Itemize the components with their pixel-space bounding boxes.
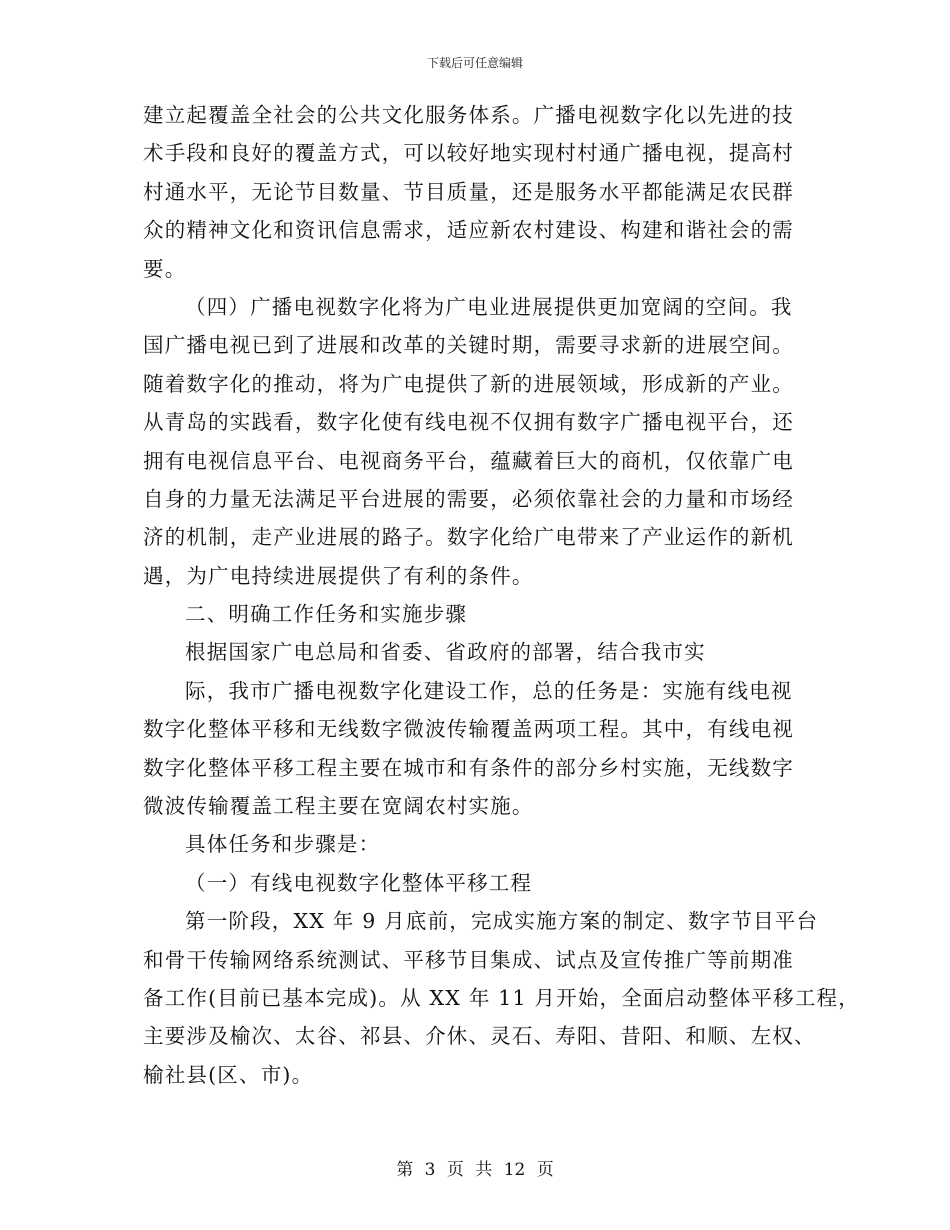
page-header: 下载后可任意编辑 xyxy=(426,56,523,70)
text-line: 二、明确工作任务和实施步骤 xyxy=(185,602,468,627)
text-line: 要。 xyxy=(143,256,187,281)
text-line: 自身的力量无法满足平台进展的需要，必须依靠社会的力量和市场经 xyxy=(143,486,794,511)
text-line: 国广播电视已到了进展和改革的关键时期，需要寻求新的进展空间。 xyxy=(143,333,794,358)
text-line: 拥有电视信息平台、电视商务平台，蕴藏着巨大的商机，仅依靠广电 xyxy=(143,448,794,473)
text-line: 榆社县(区、市)。 xyxy=(143,1062,314,1087)
document-body xyxy=(143,96,860,1094)
text-line: 村通水平，无论节目数量、节目质量，还是服务水平都能满足农民群 xyxy=(143,179,794,204)
text-line: 数字化整体平移工程主要在城市和有条件的部分乡村实施，无线数字 xyxy=(143,755,794,780)
page-number: 第 3 页 共 12 页 xyxy=(396,1160,554,1180)
text-line: 建立起覆盖全社会的公共文化服务体系。广播电视数字化以先进的技 xyxy=(143,103,794,127)
text-line: （四）广播电视数字化将为广电业进展提供更加宽阔的空间。我 xyxy=(185,294,793,319)
text-line: 遇，为广电持续进展提供了有利的条件。 xyxy=(143,563,534,588)
text-line: 数字化整体平移和无线数字微波传输覆盖两项工程。其中，有线电视 xyxy=(143,717,794,742)
text-line: 微波传输覆盖工程主要在宽阔农村实施。 xyxy=(143,794,534,819)
text-line: 众的精神文化和资讯信息需求，适应新农村建设、构建和谐社会的需 xyxy=(143,218,794,243)
text-line: 随着数字化的推动，将为广电提供了新的进展领域，形成新的产业。 xyxy=(143,371,794,396)
text-line: 从青岛的实践看，数字化使有线电视不仅拥有数字广播电视平台，还 xyxy=(143,410,794,435)
text-line: 具体任务和步骤是： xyxy=(185,832,381,857)
text-line: 备工作(目前已基本完成)。从 XX 年 11 月开始，全面启动整体平移工程， xyxy=(143,985,860,1010)
text-line: 根据国家广电总局和省委、省政府的部署，结合我市实 xyxy=(185,640,706,665)
text-line: 和骨干传输网络系统测试、平移节目集成、试点及宣传推广等前期准 xyxy=(143,947,794,972)
text-line: 济的机制，走产业进展的路子。数字化给广电带来了产业运作的新机 xyxy=(143,525,794,550)
text-line: 主要涉及榆次、太谷、祁县、介休、灵石、寿阳、昔阳、和顺、左权、 xyxy=(143,1024,816,1049)
text-line: 术手段和良好的覆盖方式，可以较好地实现村村通广播电视，提高村 xyxy=(143,141,794,166)
text-line: （一）有线电视数字化整体平移工程 xyxy=(185,870,533,895)
text-line: 际，我市广播电视数字化建设工作，总的任务是：实施有线电视 xyxy=(185,678,793,703)
text-line: 第一阶段，XX 年 9 月底前，完成实施方案的制定、数字节目平台 xyxy=(185,909,819,934)
